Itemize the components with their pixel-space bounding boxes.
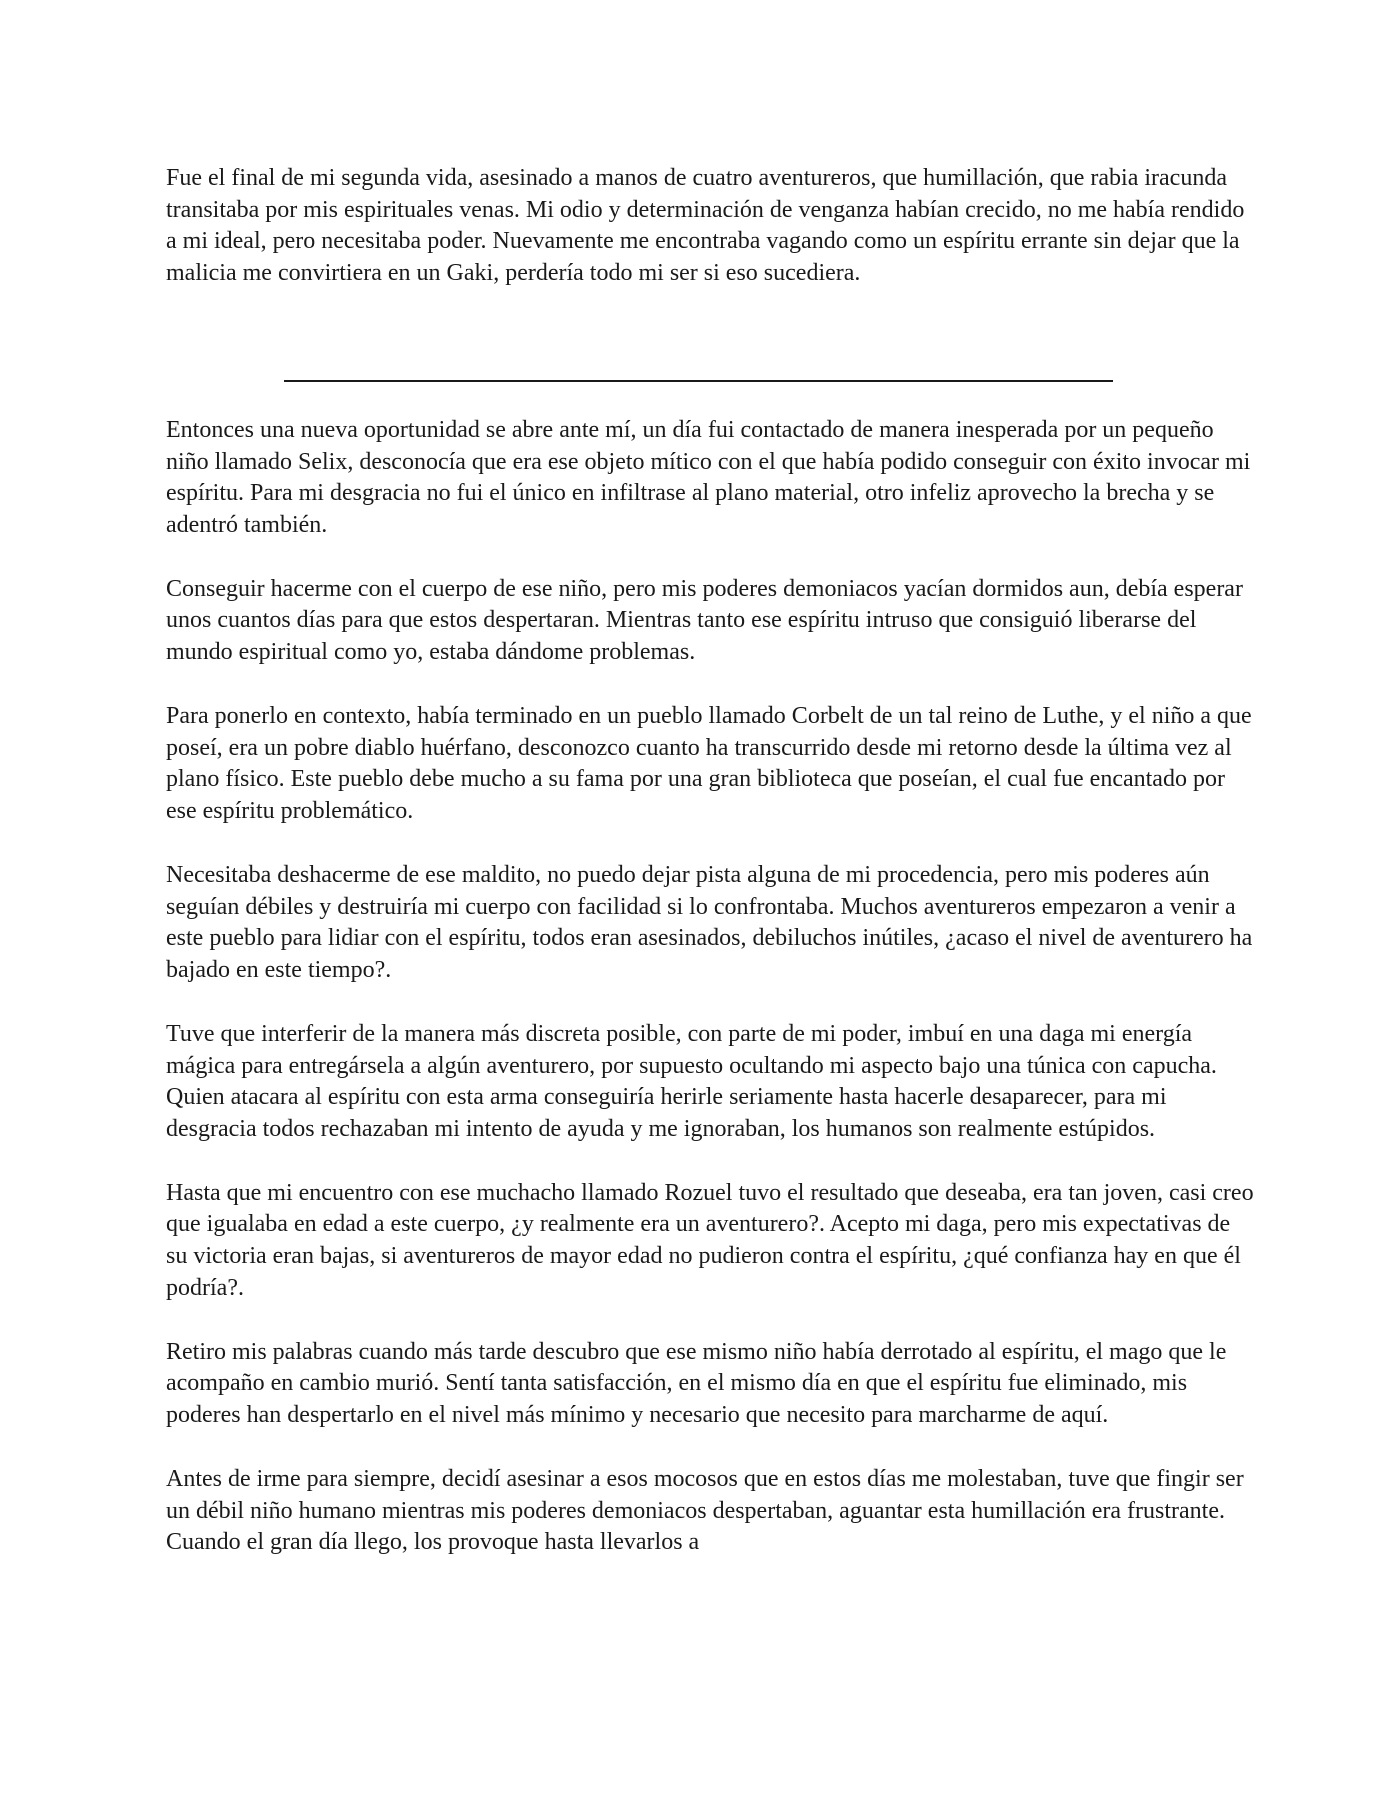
opening-section — [166, 163, 1256, 289]
main-section — [166, 415, 1256, 1591]
paragraph: Hasta que mi encuentro con ese muchacho llamado Rozuel tuvo el resultado que deseaba, era tan joven, casi creo que igualaba en edad a este cuerpo, ¿y realmente era un aventurero?. Acepto mi daga, pero mis expectativas de su victoria eran bajas, si aventureros de mayor edad no pudieron contra el espíritu, ¿qué confianza hay en que él podría?. — [166, 1179, 1254, 1301]
paragraph: Retiro mis palabras cuando más tarde descubro que ese mismo niño había derrotado al espíritu, el mago que le acompaño en cambio murió. Sentí tanta satisfacción, en el mismo día en que el espíritu fue eliminado, mis poderes han despertarlo en el nivel más mínimo y necesario que necesito para marcharme de aquí. — [166, 1338, 1227, 1428]
paragraph: Necesitaba deshacerme de ese maldito, no puedo dejar pista alguna de mi procedencia, pero mis poderes aún seguían débiles y destruiría mi cuerpo con facilidad si lo confrontaba. Muchos aventureros empezaron a venir a este pueblo para lidiar con el espíritu, todos eran asesinados, debiluchos inútiles, ¿acaso el nivel de aventurero ha bajado en este tiempo?. — [166, 862, 1253, 983]
paragraph: Conseguir hacerme con el cuerpo de ese niño, pero mis poderes demoniacos yacían dormidos aun, debía esperar unos cuantos días para que estos despertaran. Mientras tanto ese espíritu intruso que consiguió liberarse del mundo espiritual como yo, estaba dándome problemas. — [166, 575, 1243, 666]
paragraph: Entonces una nueva oportunidad se abre ante mí, un día fui contactado de manera inesperada por un pequeño niño llamado Selix, desconocía que era ese objeto mítico con el que había podido conseguir con éxito invocar mi espíritu. Para mi desgracia no fui el único en infiltrase al plano material, otro infeliz aprovecho la brecha y se adentró también. — [166, 417, 1251, 538]
paragraph: Antes de irme para siempre, decidí asesinar a esos mocosos que en estos días me molestaban, tuve que fingir ser un débil niño humano mientras mis poderes demoniacos despertaban, aguantar esta humillación era frustrante. Cuando el gran día llego, los provoque hasta llevarlos a — [166, 1465, 1244, 1556]
paragraph: Tuve que interferir de la manera más discreta posible, con parte de mi poder, imbuí en una daga mi energía mágica para entregársela a algún aventurero, por supuesto ocultando mi aspecto bajo una túnica con capucha. Quien atacara al espíritu con esta arma conseguiría herirle seriamente hasta hacerle desaparecer, para mi desgracia todos rechazaban mi intento de ayuda y me ignoraban, los humanos son realmente estúpidos. — [166, 1020, 1217, 1142]
paragraph: Fue el final de mi segunda vida, asesinado a manos de cuatro aventureros, que humillación, que rabia iracunda transitaba por mis espirituales venas. Mi odio y determinación de venganza habían crecido, no me había rendido a mi ideal, pero necesitaba poder. Nuevamente me encontraba vagando como un espíritu errante sin dejar que la malicia me convirtiera en un Gaki, perdería todo mi ser si eso sucediera. — [166, 165, 1245, 286]
section-separator-line — [284, 380, 1113, 382]
paragraph: Para ponerlo en contexto, había terminado en un pueblo llamado Corbelt de un tal reino de Luthe, y el niño a que poseí, era un pobre diablo huérfano, desconozco cuanto ha transcurrido desde mi retorno desde la última vez al plano físico. Este pueblo debe mucho a su fama por una gran biblioteca que poseían, el cual fue encantado por ese espíritu problemático. — [166, 703, 1252, 824]
